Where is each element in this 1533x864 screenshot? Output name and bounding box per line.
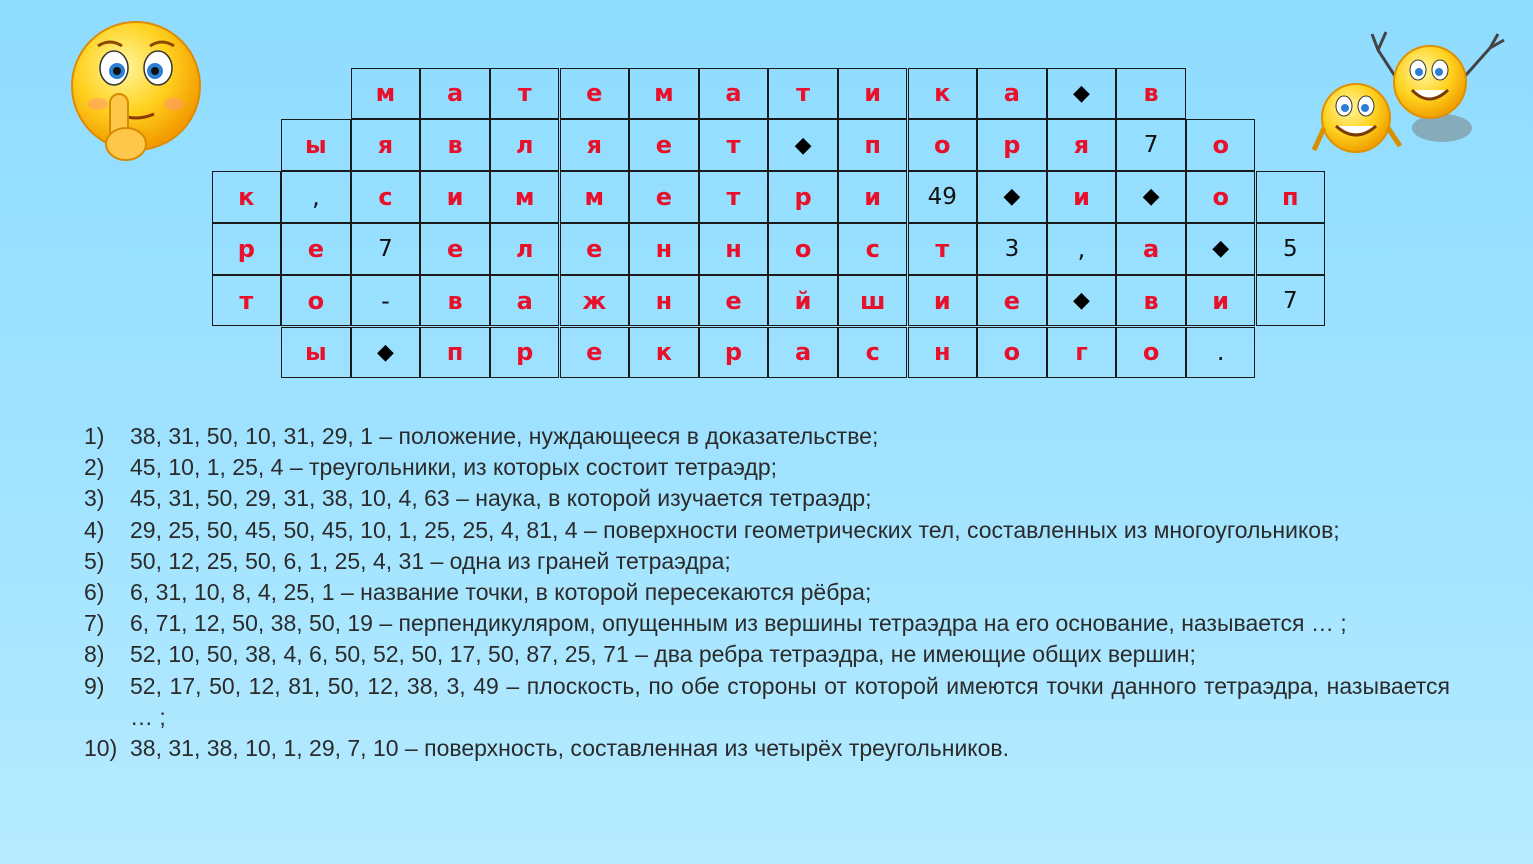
crossword-cell: а [977, 68, 1047, 120]
clue-item [84, 733, 1450, 764]
crossword-cell: п [420, 327, 490, 379]
crossword-cell: р [977, 119, 1047, 171]
crossword-cell: о [1186, 119, 1256, 171]
clue-text: 6, 71, 12, 50, 38, 50, 19 – перпендикуляром, опущенным из вершины тетраэдра на его основание, называется … ; [130, 610, 1347, 637]
crossword-cell: е [420, 223, 490, 275]
crossword-cell: а [699, 68, 769, 120]
crossword-cell: т [212, 275, 282, 327]
crossword-cell: ◆ [1186, 223, 1256, 275]
crossword-cell: о [908, 119, 978, 171]
crossword-cell: ◆ [1116, 171, 1186, 223]
crossword-cell: м [560, 171, 630, 223]
crossword-cell: н [629, 275, 699, 327]
crossword-cell: о [281, 275, 351, 327]
crossword-cell: в [420, 275, 490, 327]
crossword-cell: т [699, 119, 769, 171]
clue-text: 38, 31, 50, 10, 31, 29, 1 – положение, нуждающееся в доказательстве; [130, 423, 879, 449]
crossword-cell: е [560, 223, 630, 275]
crossword-cell: г [1047, 327, 1117, 379]
clue-text: 50, 12, 25, 50, 6, 1, 25, 4, 31 – одна из граней тетраэдра; [130, 547, 731, 574]
crossword-cell: ы [281, 327, 351, 379]
crossword-cell: 7 [351, 223, 421, 275]
crossword-cell: е [699, 275, 769, 327]
crossword-cell: - [351, 275, 421, 327]
crossword-cell: в [1116, 275, 1186, 327]
clue-text: 6, 31, 10, 8, 4, 25, 1 – название точки, в которой пересекаются рёбра; [130, 579, 872, 606]
crossword-cell: 5 [1256, 223, 1326, 275]
clue-item [84, 577, 1450, 608]
clue-text: 29, 25, 50, 45, 50, 45, 10, 1, 25, 25, 4, 81, 4 – поверхности геометрических тел, составленных из многоугольников; [130, 516, 1340, 543]
crossword-cell: р [768, 171, 838, 223]
crossword-cell: ы [281, 119, 351, 171]
crossword-cell: р [699, 327, 769, 379]
crossword-cell: е [629, 171, 699, 223]
clue-item [84, 452, 1450, 483]
crossword-cell: о [768, 223, 838, 275]
crossword-cell: ш [838, 275, 908, 327]
clue-list [84, 421, 1450, 764]
crossword-cell: я [351, 119, 421, 171]
crossword-cell: е [560, 68, 630, 120]
crossword-cell: в [1116, 68, 1186, 120]
crossword-cell: ◆ [768, 119, 838, 171]
crossword-cell: с [838, 327, 908, 379]
crossword-cell: 49 [908, 171, 978, 223]
crossword-cell: и [838, 68, 908, 120]
clue-number: 6) [84, 579, 105, 606]
clue-item [84, 671, 1450, 733]
clue-item [84, 546, 1450, 577]
crossword-cell: т [908, 223, 978, 275]
clue-text: 38, 31, 38, 10, 1, 29, 7, 10 – поверхность, составленная из четырёх треугольников. [130, 735, 1010, 762]
crossword-cell: с [351, 171, 421, 223]
crossword-cell: я [1047, 119, 1117, 171]
crossword-cell: а [1116, 223, 1186, 275]
crossword-cell: е [560, 327, 630, 379]
crossword-cell: в [420, 119, 490, 171]
crossword-cell: т [768, 68, 838, 120]
crossword-cell: 7 [1116, 119, 1186, 171]
crossword-cell: о [1186, 171, 1256, 223]
crossword-cell: а [490, 275, 560, 327]
crossword-cell: , [1047, 223, 1117, 275]
crossword-cell: т [699, 171, 769, 223]
crossword-cell: л [490, 223, 560, 275]
crossword-cell: м [490, 171, 560, 223]
crossword-cell: п [1256, 171, 1326, 223]
clue-text: 52, 10, 50, 38, 4, 6, 50, 52, 50, 17, 50, 87, 25, 71 – два ребра тетраэдра, не имеющие общих вершин; [130, 641, 1196, 668]
clue-number: 1) [84, 423, 105, 449]
crossword-cell: е [629, 119, 699, 171]
crossword-cell: ж [560, 275, 630, 327]
crossword-cell: ◆ [1047, 68, 1117, 120]
crossword-cell: к [629, 327, 699, 379]
clue-number: 9) [84, 672, 105, 699]
clue-number: 4) [84, 516, 105, 543]
crossword-grid [0, 0, 1533, 400]
crossword-cell: о [1116, 327, 1186, 379]
crossword-cell: т [490, 68, 560, 120]
crossword-cell: н [699, 223, 769, 275]
crossword-cell: и [420, 171, 490, 223]
crossword-cell: 7 [1256, 275, 1326, 327]
crossword-cell: с [838, 223, 908, 275]
crossword-cell: и [1186, 275, 1256, 327]
crossword-cell: н [908, 327, 978, 379]
clue-item [84, 483, 1450, 514]
clue-text: 45, 31, 50, 29, 31, 38, 10, 4, 63 – наука, в которой изучается тетраэдр; [130, 485, 872, 512]
crossword-cell: м [351, 68, 421, 120]
clue-number: 2) [84, 454, 105, 481]
clue-text: 45, 10, 1, 25, 4 – треугольники, из которых состоит тетраэдр; [130, 454, 778, 481]
crossword-cell: . [1186, 327, 1256, 379]
crossword-cell: к [212, 171, 282, 223]
crossword-cell: м [629, 68, 699, 120]
crossword-cell: а [768, 327, 838, 379]
crossword-cell: а [420, 68, 490, 120]
crossword-cell: й [768, 275, 838, 327]
crossword-cell: е [977, 275, 1047, 327]
crossword-cell: п [838, 119, 908, 171]
crossword-cell: е [281, 223, 351, 275]
clue-item [84, 639, 1450, 670]
clue-number: 7) [84, 610, 105, 637]
crossword-cell: и [1047, 171, 1117, 223]
crossword-cell: р [490, 327, 560, 379]
crossword-cell: р [212, 223, 282, 275]
crossword-cell: ◆ [351, 327, 421, 379]
crossword-cell: ◆ [977, 171, 1047, 223]
crossword-cell: , [281, 171, 351, 223]
crossword-cell: и [838, 171, 908, 223]
clue-number: 8) [84, 641, 105, 668]
crossword-cell: я [560, 119, 630, 171]
crossword-cell: к [908, 68, 978, 120]
clue-item [84, 608, 1450, 639]
clue-text: 52, 17, 50, 12, 81, 50, 12, 38, 3, 49 – плоскость, по обе стороны от которой имеются точки данного тетраэдра, называется … ; [130, 672, 1450, 730]
crossword-cell: и [908, 275, 978, 327]
crossword-cell: н [629, 223, 699, 275]
clue-item [84, 421, 1450, 452]
clue-number: 10) [84, 735, 118, 762]
clue-item [84, 515, 1450, 546]
crossword-cell: 3 [977, 223, 1047, 275]
crossword-cell: ◆ [1047, 275, 1117, 327]
clue-number: 3) [84, 485, 105, 512]
crossword-cell: о [977, 327, 1047, 379]
clue-number: 5) [84, 547, 105, 574]
crossword-cell: л [490, 119, 560, 171]
